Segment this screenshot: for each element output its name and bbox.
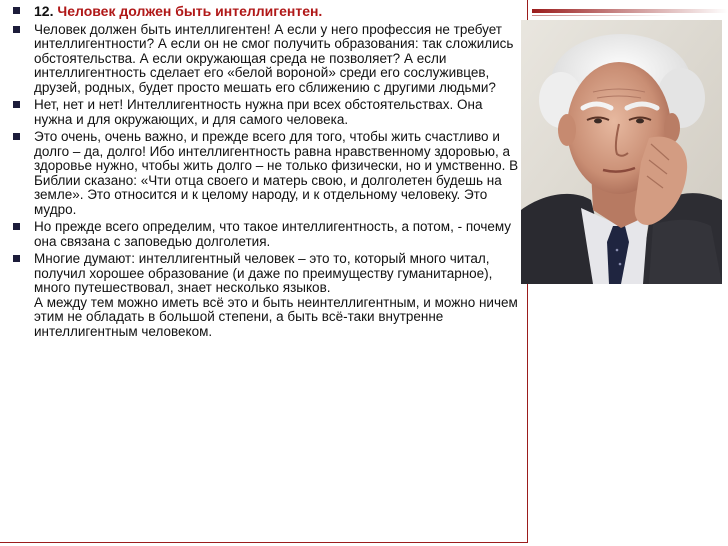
bullet-marker-icon — [13, 101, 20, 108]
bullet-text: Это очень, очень важно, и прежде всего для того, чтобы жить счастливо и долго – да, долго! Ибо интеллигентность равна нравственному здоровью, а здоровье нужно, чтобы жить долго – не только физически, но и умственно. В Библии сказано: «Чти отца своего и матерь свою, и долголетен будешь на земле». Это относится и к целому народу, и к отдельному человеку. Это мудро. — [34, 129, 519, 217]
bullet-item — [10, 98, 522, 127]
heading-number: 12. — [34, 3, 54, 19]
bullet-marker-icon — [13, 255, 20, 262]
bullet-item — [10, 130, 522, 217]
bullet-marker-icon — [13, 26, 20, 33]
decorative-rule-thin — [532, 15, 728, 16]
bullet-text: Многие думают: интеллигентный человек – это то, который много читал, получил хорошее образование (и даже по преимуществу гуманитарное), много путешествовал, знает несколько языков. — [34, 251, 493, 295]
bullet-list — [10, 4, 522, 342]
decorative-rule — [532, 9, 728, 13]
bullet-item — [10, 220, 522, 249]
bullet-marker-icon — [13, 223, 20, 230]
bullet-marker-icon — [13, 7, 20, 14]
heading-title: Человек должен быть интеллигентен. — [57, 3, 323, 19]
bullet-text: Но прежде всего определим, что такое интеллигентность, а потом, - почему она связана с заповедью долголетия. — [34, 219, 512, 249]
bullet-item — [10, 23, 522, 96]
heading-bullet — [10, 4, 522, 19]
elderly-man-portrait-icon — [521, 20, 722, 284]
bullet-text: Нет, нет и нет! Интеллигентность нужна при всех обстоятельствах. Она нужна и для окружающих, и для самого человека. — [34, 97, 483, 127]
bullet-text: Человек должен быть интеллигентен! А если у него профессия не требует интеллигентности? А если он не смог получить образования: так сложились обстоятельства. А если окружающая среда не позволяет? А если интеллигентность сделает его «белой вороной» среди его сослуживцев, друзей, родных, будет просто мешать его сближению с другими людьми? — [34, 21, 514, 95]
bullet-item — [10, 252, 522, 339]
bullet-continuation: А между тем можно иметь всё это и быть неинтеллигентным, и можно ничем этим не обладать в большой степени, а быть всё-таки внутренне интеллигентным человеком. — [34, 294, 518, 339]
bullet-marker-icon — [13, 133, 20, 140]
